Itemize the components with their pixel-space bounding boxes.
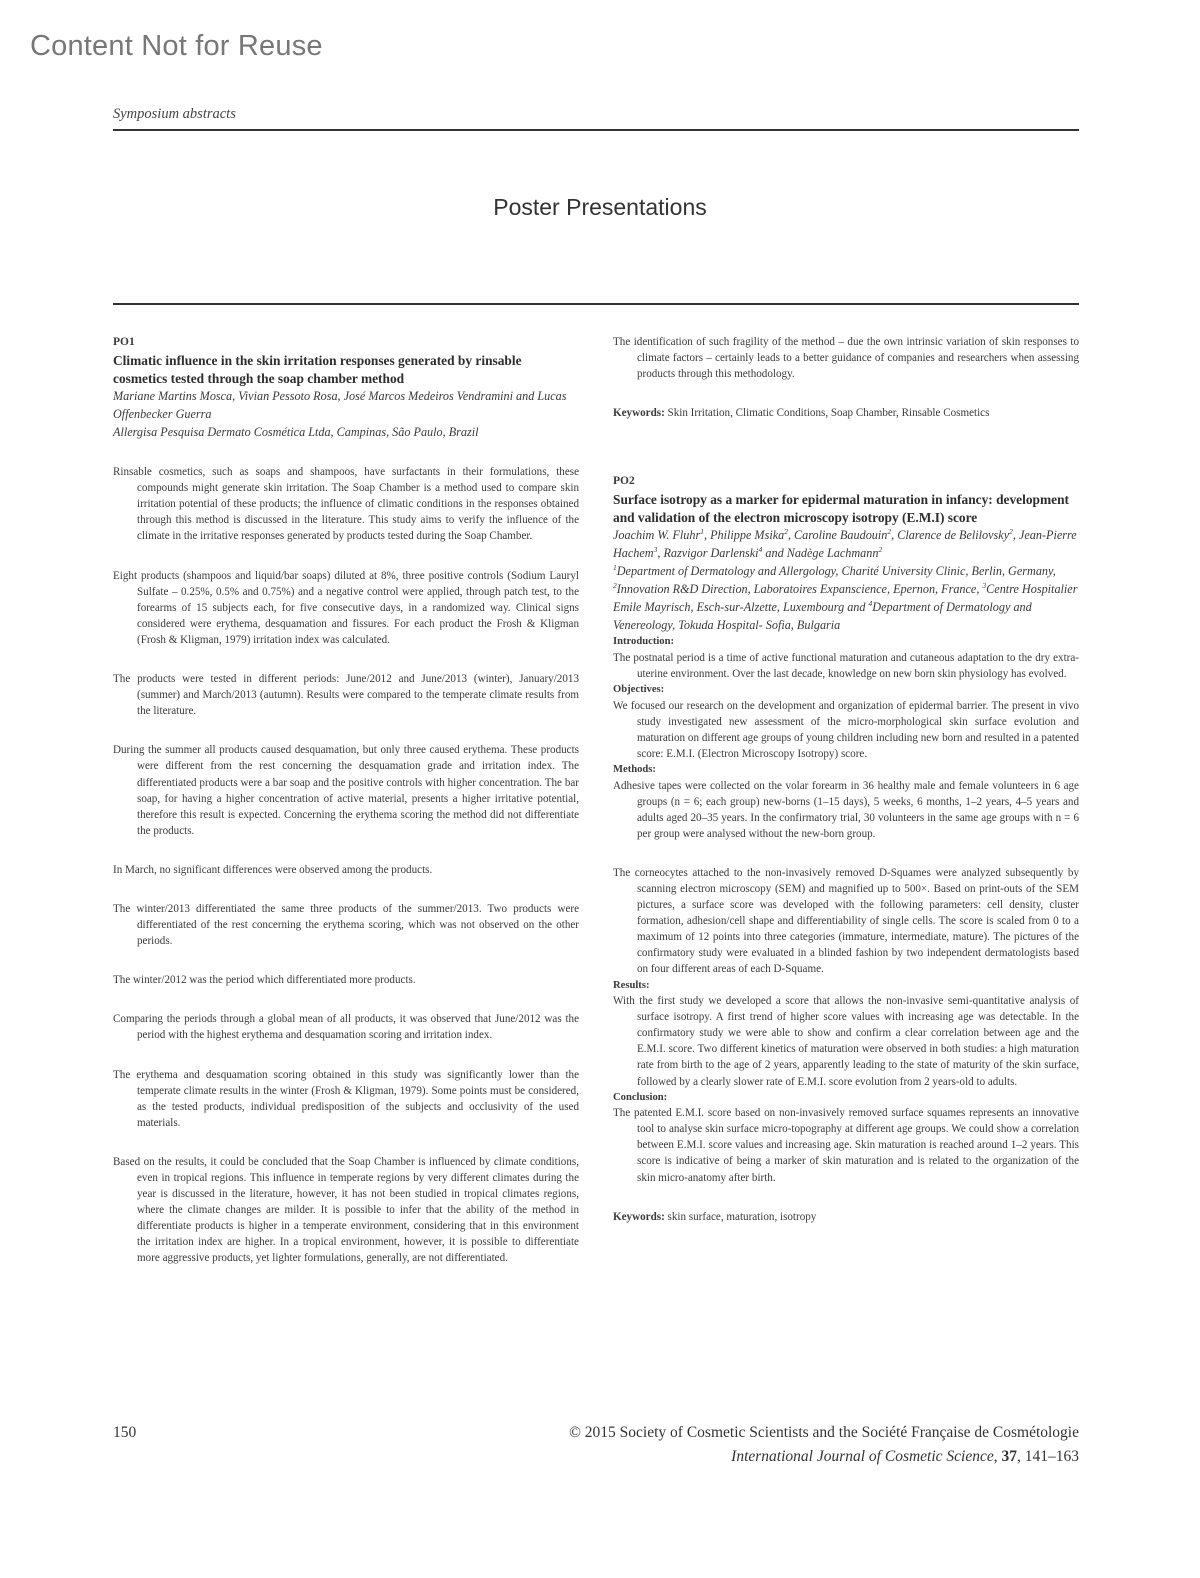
abstract-paragraph: Comparing the periods through a global mean of all products, it was observed that June/2012 was the period with the highest erythema and desquamation scoring and irritation index. xyxy=(113,1013,579,1042)
keywords-text: Skin Irritation, Climatic Conditions, Soap Chamber, Rinsable Cosmetics xyxy=(667,407,990,420)
abstract-paragraph: Eight products (shampoos and liquid/bar soaps) diluted at 8%, three positive controls (Sodium Lauryl Sulfate – 0.25%, 0.5% and 0.75%) and a negative control were applied, through patch test, to the forearms of 15 subjects each, for five consecutive days, in a randomized way. Clinical signs considered were erythema, desquamation and fissures. For each product the Frosh & Kligman (Frosh & Kligman, 1979) irritation index was calculated. xyxy=(113,569,579,646)
abstract-paragraph: The products were tested in different periods: June/2012 and June/2013 (winter), January/2013 (summer) and March/2013 (autumn). Results were compared to the temperate climate results from the literature. xyxy=(113,673,579,718)
conclusion-label: Conclusion: xyxy=(613,1091,668,1103)
abstract-title: Surface isotropy as a marker for epidermal maturation in infancy: development and validation of the electron microscopy isotropy (E.M.I) score xyxy=(613,492,1069,525)
objectives-text: We focused our research on the development and organization of epidermal barrier. The present in vivo study investigated new assessment of the micro-morphological skin surface evolution and maturation on different age groups of young children including new born and resulted in a patented score: E.M.I. (Electron Microscopy Isotropy) score. xyxy=(613,699,1079,760)
journal-name: International Journal of Cosmetic Science xyxy=(731,1448,994,1465)
abstract-authors: Joachim W. Fluhr$^1$, Philippe Msika$^2$, Caroline Baudouin$^2$, Clarence de Belilovsky$^2$, Jean-Pierre Hachem$^3$, Razvigor Darlenski$^4$ and Nadège Lachmann$^2$ xyxy=(613,527,1077,561)
introduction-label: Introduction: xyxy=(613,636,675,648)
section-title: Poster Presentations xyxy=(493,194,707,220)
conclusion-text: The patented E.M.I. score based on non-invasively removed surface squames represents an innovative tool to analyse skin surface micro-topography at different age groups. We could show a correlation between E.M.I. score values and increasing age. Skin maturation is reached around 1–2 years. This score is indicative of being a marker of skin maturation and is related to the organization of the skin micro-anatomy after birth. xyxy=(613,1107,1079,1184)
right-column xyxy=(613,334,1079,1225)
introduction-text: The postnatal period is a time of active functional maturation and cutaneous adaptation to the dry extra-uterine environment. Over the last decade, knowledge on new born skin physiology has evolved. xyxy=(613,651,1079,681)
journal-citation: International Journal of Cosmetic Science, 37, 141–163 xyxy=(731,1448,1079,1465)
abstract-affiliation: Allergisa Pesquisa Dermato Cosmética Ltda, Campinas, São Paulo, Brazil xyxy=(113,425,479,440)
journal-pages: , 141–163 xyxy=(1017,1448,1079,1465)
results-label: Results: xyxy=(613,979,650,991)
keywords-text: skin surface, maturation, isotropy xyxy=(667,1210,817,1223)
methods-text: Adhesive tapes were collected on the volar forearm in 36 healthy male and female volunteers in 6 age groups (n = 6; each group) new-borns (1–15 days), 5 weeks, 6 months, 1–2 years, 4–5 years and adults aged 20–35 years. In the confirmatory trial, 30 volunteers in the same age groups with n = 6 per group were analysed without the new-born group. xyxy=(613,779,1079,840)
abstract-paragraph: During the summer all products caused desquamation, but only three caused erythema. These products were different from the rest concerning the desquamation grade and irritation index. The differentiated products were a bar soap and the positive controls with higher concentration. The bar soap, for having a higher concentration of active material, presents a higher irritative potential, therefore this result is expected. Concerning the erythema scoring the method did not differentiate the products. xyxy=(113,744,579,837)
journal-volume: 37 xyxy=(1001,1448,1017,1465)
section-rule xyxy=(113,303,1079,305)
abstract-paragraph: Based on the results, it could be concluded that the Soap Chamber is influenced by climate conditions, even in tropical regions. This influence in temperate regions by very different climates during the year is discussed in the literature, however, it has not been studied in tropical climates regions, where the climate changes are milder. It is possible to infer that the ability of the method in differentiate products is higher in a temperate environment, considering that in this environment the irritation index are higher. In a tropical environment, however, it is possible to differentiate more aggressive products, yet lighter formulations, generally, are not differentiated. xyxy=(113,1155,579,1265)
keywords xyxy=(613,1209,1079,1225)
abstract-id: PO1 xyxy=(113,336,135,348)
abstract-id: PO2 xyxy=(613,475,635,488)
keywords xyxy=(613,405,1079,421)
abstract-affiliation: $^1$Department of Dermatology and Allergology, Charité University Clinic, Berlin, Germany, $^2$Innovation R&D Direction, Laboratoires Expanscience, Epernon, France, $^3$Centre Hospitalier Emile Mayrisch, Esch-sur-Alzette, Luxembourg and $^4$Department of Dermatology and Venereology, Tokuda Hospital- Sofia, Bulgaria xyxy=(613,563,1078,633)
header-rule xyxy=(113,129,1079,131)
watermark: Content Not for Reuse xyxy=(30,30,323,62)
left-column xyxy=(113,334,579,1267)
abstract-paragraph: In March, no significant differences were observed among the products. xyxy=(113,863,433,876)
page-number: 150 xyxy=(113,1424,137,1441)
methods-text: The corneocytes attached to the non-invasively removed D-Squames were analyzed subsequently by scanning electron microscopy (SEM) and magnified up to 500×. Based on print-outs of the SEM pictures, a surface score was developed with the following parameters: cell density, cluster formation, adhesion/cell shape and differentiability of single cells. The score is scaled from 0 to a maximum of 12 points into three categories (immature, intermediate, mature). The pictures of the confirmatory study were evaluated in a blinded fashion by two independent dermatologists based on four different areas of each D-Squame. xyxy=(613,866,1079,976)
abstract-paragraph: The erythema and desquamation scoring obtained in this study was significantly lower than the temperate climate results in the winter (Frosh & Kligman, 1979). Some points must be considered, as the tested products, individual predisposition of the subjects and occlusivity of the used materials. xyxy=(113,1068,579,1129)
abstract-paragraph: The winter/2012 was the period which differentiated more products. xyxy=(113,974,416,987)
abstract-paragraph: Rinsable cosmetics, such as soaps and shampoos, have surfactants in their formulations, these compounds might generate skin irritation. The Soap Chamber is a method used to compare skin irritation potential of these products; the influence of climatic conditions in the responses obtained through this method is discussed in the literature. This study aims to verify the influence of the climate in the irritative responses generated by products tested during the Soap Chamber. xyxy=(113,466,579,543)
abstract-paragraph: The identification of such fragility of the method – due the own intrinsic variation of skin responses to climate factors – certainly leads to a better guidance of companies and researchers when assessing products through this methodology. xyxy=(613,336,1079,381)
abstract-authors: Mariane Martins Mosca, Vivian Pessoto Rosa, José Marcos Medeiros Vendramini and Lucas Offenbecker Guerra xyxy=(113,389,567,422)
results-text: With the first study we developed a score that allows the non-invasive semi-quantitative analysis of surface isotropy. A first trend of higher score values with increasing age was detectable. In the confirmatory study we were able to show and confirm a clear correlation between age and the E.M.I. score. Two different kinetics of maturation were observed in both studies: a high maturation rate from birth to the age of 2 years, apparently leading to the state of maturity of the skin surface, followed by a clearly slower rate of E.M.I. score evolution from 2 years-old to adults. xyxy=(613,995,1079,1088)
abstract-paragraph: The winter/2013 differentiated the same three products of the summer/2013. Two products were differentiated of the rest concerning the erythema scoring, which was not observed on the other periods. xyxy=(113,902,579,948)
objectives-label: Objectives: xyxy=(613,684,665,696)
copyright-notice: © 2015 Society of Cosmetic Scientists and the Société Française de Cosmétologie xyxy=(569,1424,1079,1441)
methods-label: Methods: xyxy=(613,764,656,776)
keywords-label: Keywords: xyxy=(613,407,665,420)
abstract-title: Climatic influence in the skin irritation responses generated by rinsable cosmetics tested through the soap chamber method xyxy=(113,353,522,386)
running-head: Symposium abstracts xyxy=(113,106,236,122)
keywords-label: Keywords: xyxy=(613,1210,665,1223)
